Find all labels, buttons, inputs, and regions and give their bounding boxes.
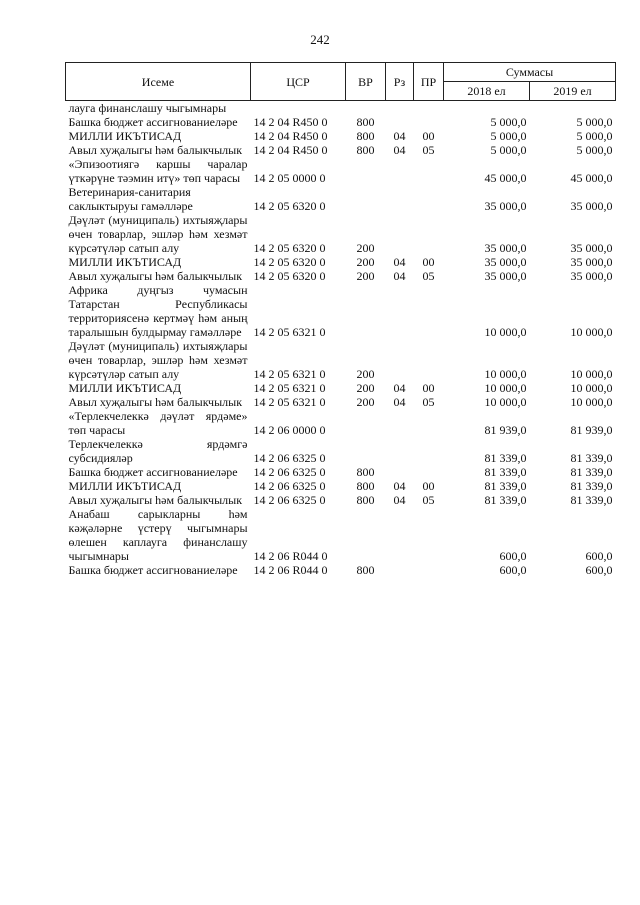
row-name: Дәүләт (муниципаль) ихтыяҗлары өчен товарлар, эшләр һәм хезмәт күрсәтүләр сатып алу: [68, 339, 248, 381]
row-rz: [386, 115, 414, 129]
row-sum-2019: 10 000,0: [570, 381, 613, 395]
row-vr: 200: [356, 269, 375, 283]
row-sum-2018: 81 339,0: [484, 451, 527, 465]
row-sum-2018: 35 000,0: [484, 199, 527, 213]
row-sum-2018: 10 000,0: [484, 381, 527, 395]
row-name: «Эпизоотиягә каршы чаралар үткәрүне тәэмин итү» төп чарасы: [68, 157, 248, 185]
header-sums: Суммасы: [444, 63, 616, 82]
row-rz: [386, 101, 414, 116]
row-name: Башка бюджет ассигнованиеләре: [68, 563, 238, 577]
row-sum-2018: 10 000,0: [484, 367, 527, 381]
row-sum-2018: 5 000,0: [490, 129, 527, 143]
row-sum-2019: 35 000,0: [570, 269, 613, 283]
row-sum-2019: [530, 101, 616, 116]
row-csr: 14 2 06 0000 0: [253, 423, 326, 437]
table-row: [66, 185, 616, 213]
row-csr: 14 2 06 6325 0: [253, 465, 326, 479]
row-sum-2018: 600,0: [499, 549, 527, 563]
row-rz: [386, 213, 414, 255]
row-pr: 00: [422, 255, 435, 269]
table-row: [66, 479, 616, 493]
row-rz: [386, 437, 414, 465]
row-name: Авыл хуҗалыгы һәм балыкчылык: [68, 493, 243, 507]
row-rz: 04: [393, 381, 406, 395]
row-sum-2018: 5 000,0: [490, 143, 527, 157]
row-sum-2019: 10 000,0: [570, 395, 613, 409]
row-rz: 04: [393, 143, 406, 157]
row-csr: 14 2 05 6321 0: [253, 325, 326, 339]
row-vr: 800: [356, 479, 375, 493]
row-rz: [386, 507, 414, 563]
row-name: МИЛЛИ ИКЪТИСАД: [68, 129, 182, 143]
table-row: [66, 493, 616, 507]
row-name: лауга финанслашу чыгымнары: [68, 101, 227, 115]
table-row: [66, 283, 616, 339]
header-year-2018: 2018 ел: [444, 82, 530, 101]
row-vr: [346, 185, 386, 213]
row-name: Авыл хуҗалыгы һәм балыкчылык: [68, 143, 243, 157]
row-csr: 14 2 06 6325 0: [253, 479, 326, 493]
row-csr: 14 2 04 R450 0: [253, 129, 328, 143]
row-sum-2019: 81 339,0: [570, 451, 613, 465]
row-rz: 04: [393, 255, 406, 269]
row-pr: [414, 213, 444, 255]
row-pr: [414, 339, 444, 381]
row-rz: 04: [393, 269, 406, 283]
header-year-2019: 2019 ел: [530, 82, 616, 101]
row-pr: [414, 465, 444, 479]
row-vr: [346, 507, 386, 563]
row-name: МИЛЛИ ИКЪТИСАД: [68, 479, 182, 493]
row-csr: 14 2 06 R044 0: [253, 563, 328, 577]
row-csr: 14 2 04 R450 0: [253, 143, 328, 157]
row-csr: 14 2 05 0000 0: [253, 171, 326, 185]
row-pr: [414, 437, 444, 465]
row-sum-2019: 600,0: [585, 549, 613, 563]
row-sum-2018: 600,0: [499, 563, 527, 577]
row-sum-2018: 35 000,0: [484, 255, 527, 269]
table-row: [66, 409, 616, 437]
row-name: Башка бюджет ассигнованиеләре: [68, 115, 238, 129]
row-vr: 800: [356, 493, 375, 507]
row-sum-2019: 5 000,0: [576, 143, 613, 157]
row-vr: 200: [356, 367, 375, 381]
row-rz: 04: [393, 479, 406, 493]
table-row: [66, 507, 616, 563]
row-csr: 14 2 05 6321 0: [253, 381, 326, 395]
row-vr: [346, 101, 386, 116]
row-name: Анабаш сарыкларны һәм кәҗәләрне үстерү чыгымнары өлешен каплауга финанслашу чыгымнары: [68, 507, 248, 563]
table-row: [66, 339, 616, 381]
row-sum-2019: 81 339,0: [570, 465, 613, 479]
row-pr: 05: [422, 395, 435, 409]
row-rz: [386, 409, 414, 437]
row-csr: 14 2 05 6320 0: [253, 255, 326, 269]
row-csr: 14 2 05 6321 0: [253, 367, 326, 381]
row-sum-2018: 81 339,0: [484, 493, 527, 507]
row-pr: [414, 283, 444, 339]
row-pr: [414, 157, 444, 185]
row-pr: [414, 185, 444, 213]
row-sum-2019: 45 000,0: [570, 171, 613, 185]
row-rz: [386, 157, 414, 185]
table-row: [66, 213, 616, 255]
table-row: [66, 143, 616, 157]
page-number: 242: [310, 32, 330, 47]
row-csr: 14 2 05 6320 0: [253, 241, 326, 255]
row-rz: [386, 283, 414, 339]
row-pr: 00: [422, 479, 435, 493]
row-pr: 05: [422, 493, 435, 507]
header-rz: Рз: [386, 63, 414, 101]
row-name: Терлекчелеккә ярдәмгә субсидияләр: [68, 437, 248, 465]
row-vr: 800: [356, 129, 375, 143]
row-pr: 05: [422, 269, 435, 283]
row-csr: 14 2 06 R044 0: [253, 549, 328, 563]
row-rz: [386, 465, 414, 479]
row-sum-2018: 10 000,0: [484, 325, 527, 339]
row-sum-2019: 35 000,0: [570, 255, 613, 269]
row-vr: [346, 157, 386, 185]
row-pr: [414, 101, 444, 116]
row-sum-2019: 81 339,0: [570, 493, 613, 507]
row-sum-2019: 81 339,0: [570, 479, 613, 493]
row-vr: 800: [356, 563, 375, 577]
table-row: [66, 465, 616, 479]
row-name: Африка дуңгыз чумасын Татарстан Республикасы территориясенә кертмәү һәм аның таралышын булдырмау гамәлләре: [68, 283, 248, 339]
row-sum-2019: 35 000,0: [570, 199, 613, 213]
row-csr: 14 2 05 6321 0: [253, 395, 326, 409]
row-rz: 04: [393, 493, 406, 507]
row-name: Башка бюджет ассигнованиеләре: [68, 465, 238, 479]
table-row: [66, 115, 616, 129]
row-sum-2019: 600,0: [585, 563, 613, 577]
row-name: Авыл хуҗалыгы һәм балыкчылык: [68, 395, 243, 409]
row-csr: [251, 101, 346, 116]
table-row: [66, 437, 616, 465]
row-sum-2018: 35 000,0: [484, 269, 527, 283]
header-csr: ЦСР: [251, 63, 346, 101]
table-header: [66, 63, 616, 101]
row-pr: [414, 507, 444, 563]
row-sum-2018: 81 939,0: [484, 423, 527, 437]
row-name: «Терлекчелеккә дәүләт ярдәме» төп чарасы: [68, 409, 248, 437]
row-rz: [386, 339, 414, 381]
row-pr: [414, 115, 444, 129]
row-vr: 800: [356, 115, 375, 129]
row-sum-2019: 81 939,0: [570, 423, 613, 437]
row-sum-2019: 10 000,0: [570, 367, 613, 381]
row-pr: [414, 409, 444, 437]
row-sum-2019: 5 000,0: [576, 115, 613, 129]
row-sum-2019: 5 000,0: [576, 129, 613, 143]
row-sum-2018: 35 000,0: [484, 241, 527, 255]
row-name: Дәүләт (муниципаль) ихтыяҗлары өчен товарлар, эшләр һәм хезмәт күрсәтүләр сатып алу: [68, 213, 248, 255]
table-row: [66, 395, 616, 409]
row-csr: 14 2 05 6320 0: [253, 269, 326, 283]
table-row: [66, 563, 616, 577]
row-name: МИЛЛИ ИКЪТИСАД: [68, 381, 182, 395]
table-row: [66, 255, 616, 269]
row-rz: 04: [393, 395, 406, 409]
row-csr: 14 2 05 6320 0: [253, 199, 326, 213]
row-vr: [346, 283, 386, 339]
table-row: [66, 381, 616, 395]
row-pr: 00: [422, 381, 435, 395]
table-row: [66, 129, 616, 143]
row-vr: [346, 437, 386, 465]
row-pr: 00: [422, 129, 435, 143]
row-sum-2019: 35 000,0: [570, 241, 613, 255]
row-vr: 200: [356, 381, 375, 395]
row-sum-2018: 81 339,0: [484, 479, 527, 493]
header-vr: ВР: [346, 63, 386, 101]
row-sum-2018: 81 339,0: [484, 465, 527, 479]
table-body: [66, 101, 616, 578]
row-csr: 14 2 06 6325 0: [253, 451, 326, 465]
row-sum-2018: [444, 101, 530, 116]
row-sum-2019: 10 000,0: [570, 325, 613, 339]
row-vr: 200: [356, 241, 375, 255]
row-rz: [386, 185, 414, 213]
table-row: [66, 157, 616, 185]
row-sum-2018: 45 000,0: [484, 171, 527, 185]
table-row: [66, 101, 616, 116]
row-name: Ветеринария-санитария саклыктыруы гамәлләре: [68, 185, 193, 213]
row-sum-2018: 5 000,0: [490, 115, 527, 129]
row-pr: 05: [422, 143, 435, 157]
row-vr: 800: [356, 465, 375, 479]
row-sum-2018: 10 000,0: [484, 395, 527, 409]
header-name: Исеме: [66, 63, 251, 101]
row-csr: 14 2 06 6325 0: [253, 493, 326, 507]
row-vr: 200: [356, 255, 375, 269]
row-name: Авыл хуҗалыгы һәм балыкчылык: [68, 269, 243, 283]
row-vr: [346, 409, 386, 437]
row-csr: 14 2 04 R450 0: [253, 115, 328, 129]
row-rz: 04: [393, 129, 406, 143]
row-vr: 200: [356, 395, 375, 409]
row-pr: [414, 563, 444, 577]
row-name: МИЛЛИ ИКЪТИСАД: [68, 255, 182, 269]
row-vr: 800: [356, 143, 375, 157]
table-row: [66, 269, 616, 283]
header-pr: ПР: [414, 63, 444, 101]
budget-table: [65, 62, 616, 577]
row-rz: [386, 563, 414, 577]
